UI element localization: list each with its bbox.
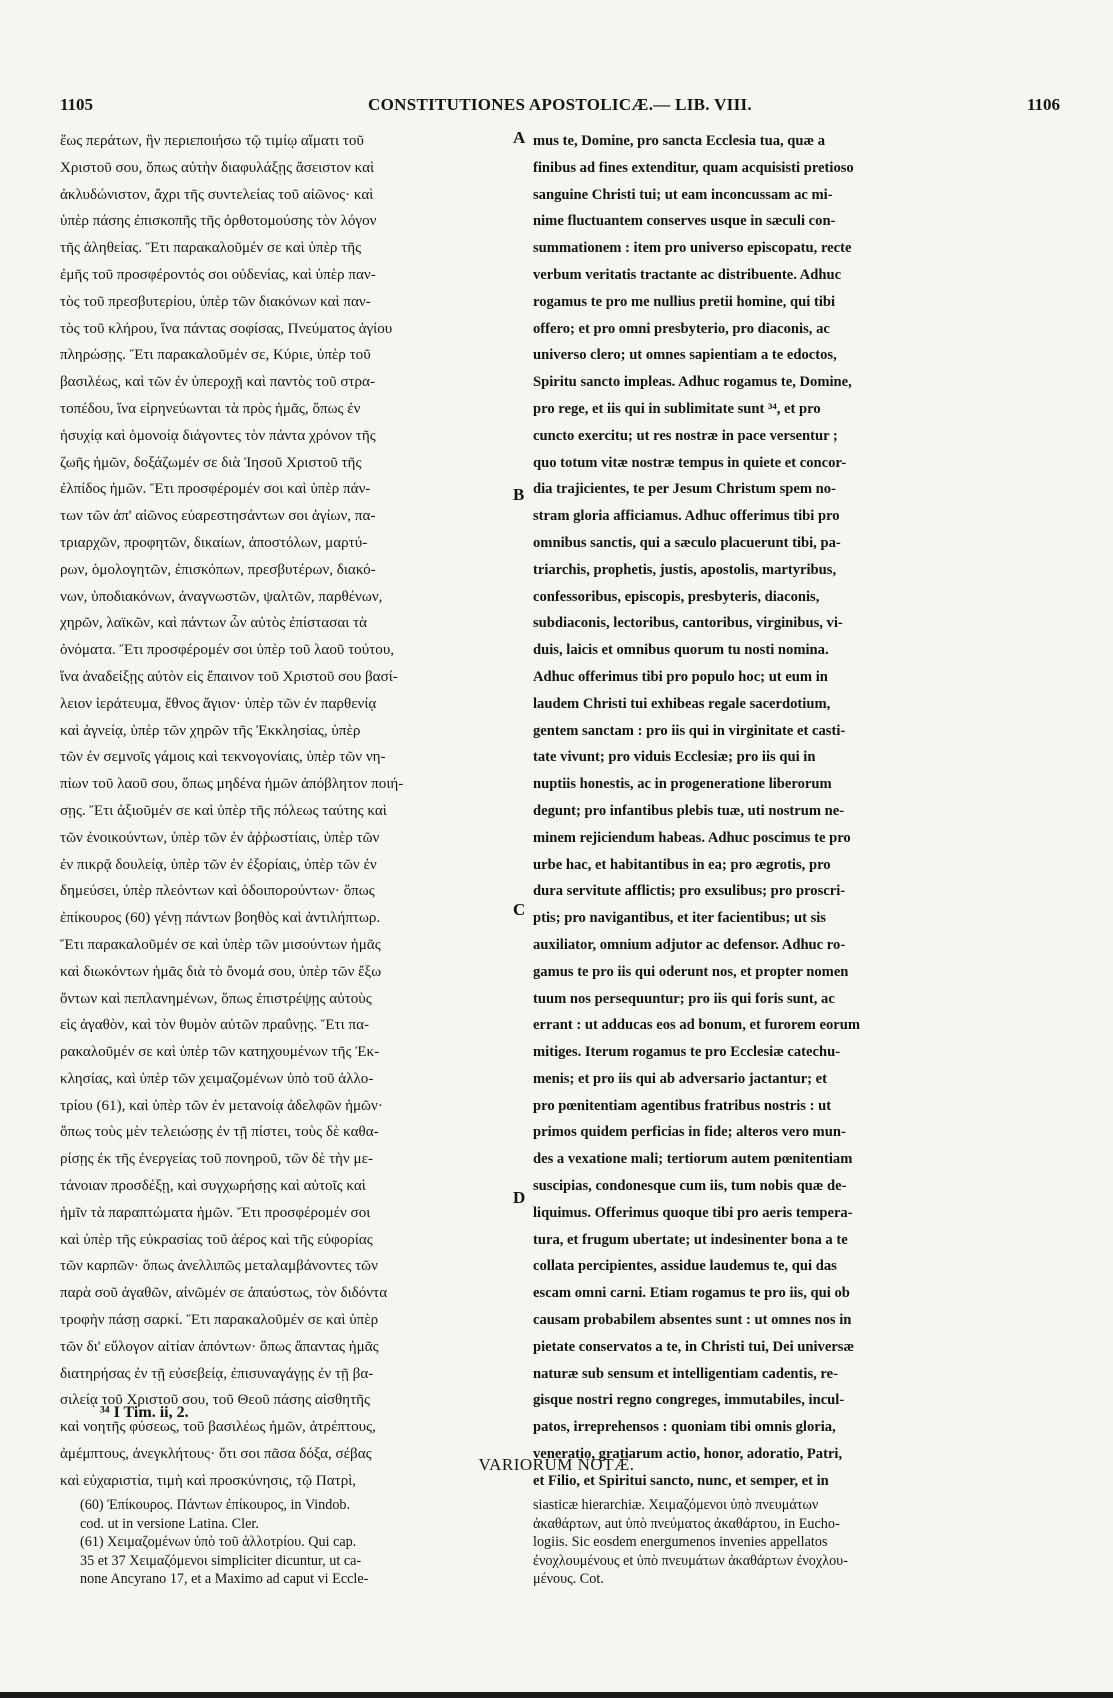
latin-text-line: naturæ sub sensum et intelligentiam cadentis, re- (533, 1365, 838, 1382)
greek-text-line: λειον ἱεράτευμα, ἔθνος ἅγιον· ὑπὲρ τῶν ἐν παρθενίᾳ (60, 695, 377, 712)
note-line: (60) Ἐπίκουρος. Πάντων ἐπίκουρος, in Vindob. (80, 1497, 351, 1513)
latin-text-line: veneratio, gratiarum actio, honor, adoratio, Patri, (533, 1446, 843, 1463)
note-line: none Ancyrano 17, et a Maximo ad caput vi Eccle- (80, 1571, 369, 1587)
running-header (60, 95, 1060, 121)
latin-text-line: nime fluctuantem conserves usque in sæculi con- (533, 213, 836, 230)
greek-text-line: ἐν πικρᾷ δουλείᾳ, ὑπὲρ τῶν ἐν ἐξορίαις, ὑπὲρ τῶν ἐν (60, 856, 377, 873)
latin-text-line: stram gloria afficiamus. Adhuc offerimus tibi pro (533, 508, 840, 525)
latin-text-line: gentem sanctam : pro iis qui in virginitate et casti- (533, 722, 846, 739)
greek-text-line: διατηρήσας ἐν τῇ εὐσεβείᾳ, ἐπισυναγάγῃς ἐν τῇ βα- (60, 1365, 374, 1382)
greek-text-line: τοπέδου, ἵνα εἰρηνεύωνται τὰ πρὸς ἡμᾶς, ὅπως ἐν (60, 400, 361, 417)
note-line: cod. ut in versione Latina. Cler. (80, 1515, 259, 1532)
latin-text-line: urbe hac, et habitantibus in ea; pro ægrotis, pro (533, 856, 831, 873)
latin-text-line: quo totum vitæ nostræ tempus in quiete et concor- (533, 454, 847, 471)
latin-text-line: duis, laicis et omnibus quorum tu nosti nomina. (533, 642, 829, 659)
latin-text-line: offero; et pro omni presbyterio, pro diaconis, ac (533, 320, 830, 337)
latin-text-line: rogamus te pro me nullius pretii homine, qui tibi (533, 293, 836, 310)
greek-text-line: ὑπὲρ πάσης ἐπισκοπῆς τῆς ὀρθοτομούσης τὸν λόγον (60, 213, 377, 230)
note-line: (61) Χειμαζομένων ὑπὸ τοῦ ἀλλοτρίου. Qui cap. (80, 1534, 357, 1550)
latin-text-line: tate vivunt; pro viduis Ecclesiæ; pro iis qui in (533, 749, 816, 766)
greek-text-line: εἰς ἀγαθὸν, καὶ τὸν θυμὸν αὐτῶν πραΰνῃς. Ἔτι πα- (60, 1017, 370, 1034)
note-line: siasticæ hierarchiæ. Χειμαζόμενοι ὑπὸ πνευμάτων (533, 1497, 819, 1513)
greek-text-line: καὶ διωκόντων ἡμᾶς διὰ τὸ ὄνομά σου, ὑπὲρ τῶν ἔξω (60, 963, 382, 980)
greek-text-line: Ἔτι παρακαλοῦμέν σε καὶ ὑπὲρ τῶν μισούντων ἡμᾶς (60, 936, 381, 953)
latin-text-line: confessoribus, episcopis, presbyteris, diaconis, (533, 588, 820, 605)
latin-text-line: mus te, Domine, pro sancta Ecclesia tua, quæ a (533, 133, 826, 149)
page-number-left: 1105 (60, 95, 94, 114)
greek-text-line: ἀκλυδώνιστον, ἄχρι τῆς συντελείας τοῦ αἰῶνος· καὶ (60, 186, 374, 203)
latin-text-line: ptis; pro navigantibus, et iter facientibus; ut sis (533, 910, 826, 927)
section-marker-b: B (513, 485, 525, 504)
greek-text-line: καὶ ὑπὲρ τῆς εὐκρασίας τοῦ ἀέρος καὶ τῆς εὐφορίας (60, 1231, 373, 1248)
latin-text-line: auxiliator, omnium adjutor ac defensor. Adhuc ro- (533, 936, 846, 953)
greek-text-line: πίων τοῦ λαοῦ σου, ὅπως μηδένα ἡμῶν ἀπόβλητον ποιή- (60, 776, 404, 793)
greek-text-line: πληρώσῃς. Ἔτι παρακαλοῦμέν σε, Κύριε, ὑπὲρ τοῦ (60, 347, 371, 364)
latin-text-line: subdiaconis, lectoribus, cantoribus, virginibus, vi- (533, 615, 843, 632)
latin-text-line: dura servitute afflictis; pro exsulibus; pro proscri- (533, 883, 846, 900)
greek-text-line: σῃς. Ἔτι ἀξιοῦμέν σε καὶ ὑπὲρ τῆς πόλεως ταύτης καὶ (60, 802, 387, 819)
latin-text-line: primos quidem perficias in fide; alteros vero mun- (533, 1124, 846, 1141)
greek-text-line: τριαρχῶν, προφητῶν, δικαίων, ἀποστόλων, μαρτύ- (60, 534, 368, 551)
latin-text-line: gamus te pro iis qui oderunt nos, et propter nomen (533, 963, 849, 980)
greek-text-line: καὶ ἁγνείᾳ, ὑπὲρ τῶν χηρῶν τῆς Ἐκκλησίας, ὑπὲρ (60, 722, 361, 739)
greek-text-line: τάνοιαν προσδέξῃ, καὶ συγχωρήσῃς καὶ αὐτοῖς καὶ (60, 1178, 366, 1195)
greek-text-line: τῶν καρπῶν· ὅπως ἀνελλιπῶς μεταλαμβάνοντες τῶν (60, 1258, 378, 1275)
note-line: 35 et 37 Χειμαζόμενοι simpliciter dicuntur, ut ca- (80, 1552, 362, 1569)
latin-text-line: mitiges. Iterum rogamus te pro Ecclesiæ catechu- (533, 1044, 841, 1061)
greek-text-line: τῶν ἐνοικούντων, ὑπὲρ τῶν ἐν ἀῤῥωστίαις, ὑπὲρ τῶν (60, 829, 380, 846)
latin-text-line: menis; et pro iis qui ab adversario jactantur; et (533, 1070, 828, 1087)
greek-text-line: σιλείᾳ τοῦ Χριστοῦ σου, τοῦ Θεοῦ πάσης αἰσθητῆς (60, 1392, 371, 1409)
greek-text-line: ὄντων καὶ πεπλανημένων, ὅπως ἐπιστρέψῃς αὐτοὺς (60, 990, 372, 1007)
latin-text-line: et Filio, et Spiritui sancto, nunc, et semper, et in (533, 1472, 829, 1489)
greek-text-line: χηρῶν, λαϊκῶν, καὶ πάντων ὧν αὐτὸς ἐπίστασαι τὰ (60, 615, 368, 632)
latin-text-line: cuncto exercitu; ut res nostræ in pace versentur ; (533, 427, 838, 444)
greek-text-line: δημεύσει, ὑπὲρ πλεόντων καὶ ὁδοιπορούντων· ὅπως (60, 883, 375, 900)
greek-text-line: ὀνόματα. Ἔτι προσφέρομέν σοι ὑπὲρ τοῦ λαοῦ τούτου, (60, 642, 395, 659)
latin-text-line: sanguine Christi tui; ut eam inconcussam ac mi- (533, 186, 833, 203)
latin-text-line: laudem Christi tui exhibeas regale sacerdotium, (533, 695, 831, 712)
latin-text-line: gisque nostri regno congreges, immutabiles, incul- (533, 1392, 845, 1409)
greek-text-line: ρων, ὁμολογητῶν, ἐπισκόπων, πρεσβυτέρων, διακό- (60, 561, 376, 578)
greek-text-line: καὶ εὐχαριστία, τιμὴ καὶ προσκύνησις, τῷ Πατρὶ, (60, 1472, 357, 1489)
greek-text-line: τῶν δι' εὔλογον αἰτίαν ἀπόντων· ὅπως ἅπαντας ἡμᾶς (60, 1338, 379, 1355)
greek-text-line: κλησίας, καὶ ὑπὲρ τῶν χειμαζομένων ὑπὸ τοῦ ἀλλο- (60, 1070, 374, 1087)
greek-text-line: τρίου (61), καὶ ὑπὲρ τῶν ἐν μετανοίᾳ ἀδελφῶν ἡμῶν· (60, 1097, 383, 1114)
notes-right-column (533, 1496, 1053, 1589)
greek-text-line: ζωῆς ἡμῶν, δοξάζωμέν σε διὰ Ἰησοῦ Χριστοῦ τῆς (60, 454, 362, 471)
note-line: ἐνοχλουμένους et ὑπὸ πνευμάτων ἀκαθάρτων ἐνοχλου- (533, 1552, 848, 1569)
latin-text-line: verbum veritatis tractante ac distribuente. Adhuc (533, 266, 842, 283)
latin-text-line: patos, irreprehensos : quoniam tibi omnis gloria, (533, 1419, 836, 1436)
greek-text-line: ἐμῆς τοῦ προσφέροντός σοι οὐδενίας, καὶ ὑπὲρ παν- (60, 266, 376, 283)
greek-text-line: ἡμῖν τὰ παραπτώματα ἡμῶν. Ἔτι προσφέρομέν σοι (60, 1204, 371, 1221)
latin-text-line: nuptiis honestis, ac in progeneratione liberorum (533, 776, 832, 793)
latin-text-line: finibus ad fines extenditur, quam acquisisti pretioso (533, 159, 854, 176)
greek-text-line: ὅπως τοὺς μὲν τελειώσῃς ἐν τῇ πίστει, τοὺς δὲ καθα- (60, 1124, 379, 1141)
latin-text-line: causam probabilem absentes sunt : ut omnes nos in (533, 1312, 852, 1329)
page-number-right: 1106 (1026, 95, 1060, 114)
note-line: ἀκαθάρτων, aut ὑπὸ πνεύματος ἀκαθάρτου, in Eucho- (533, 1515, 840, 1532)
latin-text-line: liquimus. Offerimus quoque tibi pro aeris tempera- (533, 1204, 853, 1221)
greek-text-line: ἐπίκουρος (60) γένῃ πάντων βοηθὸς καὶ ἀντιλήπτωρ. (60, 910, 381, 927)
latin-text-line: pietate conservatos a te, in Christi tui, Dei universæ (533, 1338, 855, 1355)
latin-text-line: degunt; pro infantibus plebis tuæ, uti nostrum ne- (533, 802, 845, 819)
section-marker-a: A (513, 128, 526, 147)
greek-text-line: των τῶν ἀπ' αἰῶνος εὐαρεστησάντων σοι ἁγίων, πα- (60, 508, 376, 525)
latin-text-line: universo clero; ut omnes sapientiam a te edoctos, (533, 347, 837, 364)
latin-text-line: Spiritu sancto impleas. Adhuc rogamus te, Domine, (533, 374, 852, 391)
greek-text-line: νων, ὑποδιακόνων, ἀναγνωστῶν, ψαλτῶν, παρθένων, (60, 588, 383, 605)
greek-text-line: τῶν ἐν σεμνοῖς γάμοις καὶ τεκνογονίαις, ὑπὲρ τῶν νη- (60, 749, 386, 766)
latin-text-line: escam omni carni. Etiam rogamus te pro iis, qui ob (533, 1285, 850, 1302)
latin-text-line: summationem : item pro universo episcopatu, recte (533, 240, 852, 257)
greek-text-line: ἡσυχίᾳ καὶ ὁμονοίᾳ διάγοντες τὸν πάντα χρόνον τῆς (60, 427, 376, 444)
greek-text-line: ρακαλοῦμέν σε καὶ ὑπὲρ τῶν κατηχουμένων τῆς Ἐκ- (60, 1044, 380, 1061)
greek-text-line: ἕως περάτων, ἣν περιεποιήσω τῷ τιμίῳ αἵματι τοῦ (60, 133, 364, 149)
latin-text-line: pro pœnitentiam agentibus fratribus nostris : ut (533, 1097, 832, 1114)
greek-text-line: ἐλπίδος ἡμῶν. Ἔτι προσφέρομέν σοι καὶ ὑπὲρ πάν- (60, 481, 371, 498)
notes-left-column (80, 1496, 520, 1589)
latin-text-line: omnibus sanctis, qui a sæculo placuerunt tibi, pa- (533, 534, 841, 551)
latin-text-line: errant : ut adducas eos ad bonum, et furorem eorum (533, 1017, 860, 1034)
greek-text-line: τὸς τοῦ πρεσβυτερίου, ὑπὲρ τῶν διακόνων καὶ παν- (60, 293, 371, 310)
greek-text-line: βασιλέως, καὶ τῶν ἐν ὑπεροχῇ καὶ παντὸς τοῦ στρα- (60, 374, 375, 391)
greek-text-line: ρίσῃς ἐκ τῆς ἐνεργείας τοῦ πονηροῦ, τῶν δὲ τὴν με- (60, 1151, 373, 1168)
note-line: logiis. Sic eosdem energumenos invenies appellatos (533, 1534, 828, 1550)
latin-text-line: tura, et frugum ubertate; ut indesinenter bona a te (533, 1231, 848, 1248)
notes-heading: VARIORUM NOTÆ. (478, 1455, 635, 1474)
latin-text-line: suscipias, condonesque cum iis, tum nobis quæ de- (533, 1178, 847, 1195)
greek-text-column (60, 128, 508, 1495)
greek-text-line: τροφὴν πάσῃ σαρκί. Ἔτι παρακαλοῦμέν σε καὶ ὑπὲρ (60, 1312, 379, 1329)
greek-text-line: ἵνα ἀναδείξῃς αὐτὸν εἰς ἔπαινον τοῦ Χριστοῦ σου βασί- (60, 668, 398, 685)
greek-text-line: Χριστοῦ σου, ὅπως αὐτὴν διαφυλάξῃς ἄσειστον καὶ (60, 159, 375, 176)
note-line: μένους. Cot. (533, 1571, 604, 1587)
latin-text-line: collata percipientes, assidue laudemus te, qui das (533, 1258, 837, 1275)
running-title: CONSTITUTIONES APOSTOLICÆ.— LIB. VIII. (368, 95, 752, 114)
latin-text-line: des a vexatione mali; tertiorum autem pœnitentiam (533, 1151, 853, 1168)
latin-text-column (533, 128, 1055, 1495)
latin-text-line: minem rejiciendum habeas. Adhuc poscimus te pro (533, 829, 851, 846)
section-marker-d: D (513, 1188, 526, 1207)
bottom-rule (0, 1692, 1113, 1698)
latin-text-line: tuum nos persequuntur; pro iis qui foris sunt, ac (533, 990, 835, 1007)
section-marker-c: C (513, 900, 526, 919)
scripture-footnote: ³⁴ I Tim. ii, 2. (100, 1404, 189, 1421)
latin-text-line: triarchis, prophetis, justis, apostolis, martyribus, (533, 561, 837, 578)
latin-text-line: dia trajicientes, te per Jesum Christum spem no- (533, 481, 836, 498)
latin-text-line: Adhuc offerimus tibi pro populo hoc; ut eum in (533, 668, 828, 685)
greek-text-line: τὸς τοῦ κλήρου, ἵνα πάντας σοφίσας, Πνεύματος ἁγίου (60, 320, 393, 337)
greek-text-line: καὶ νοητῆς φύσεως, τοῦ βασιλέως ἡμῶν, ἀτρέπτους, (60, 1419, 376, 1436)
latin-text-line: pro rege, et iis qui in sublimitate sunt ³⁴, et pro (533, 400, 821, 417)
greek-text-line: παρὰ σοῦ ἀγαθῶν, αἰνῶμέν σε ἀπαύστως, τὸν διδόντα (60, 1285, 388, 1302)
greek-text-line: ἀμέμπτους, ἀνεγκλήτους· ὅτι σοι πᾶσα δόξα, σέβας (60, 1446, 372, 1463)
greek-text-line: τῆς ἀληθείας. Ἔτι παρακαλοῦμέν σε καὶ ὑπὲρ τῆς (60, 240, 362, 257)
